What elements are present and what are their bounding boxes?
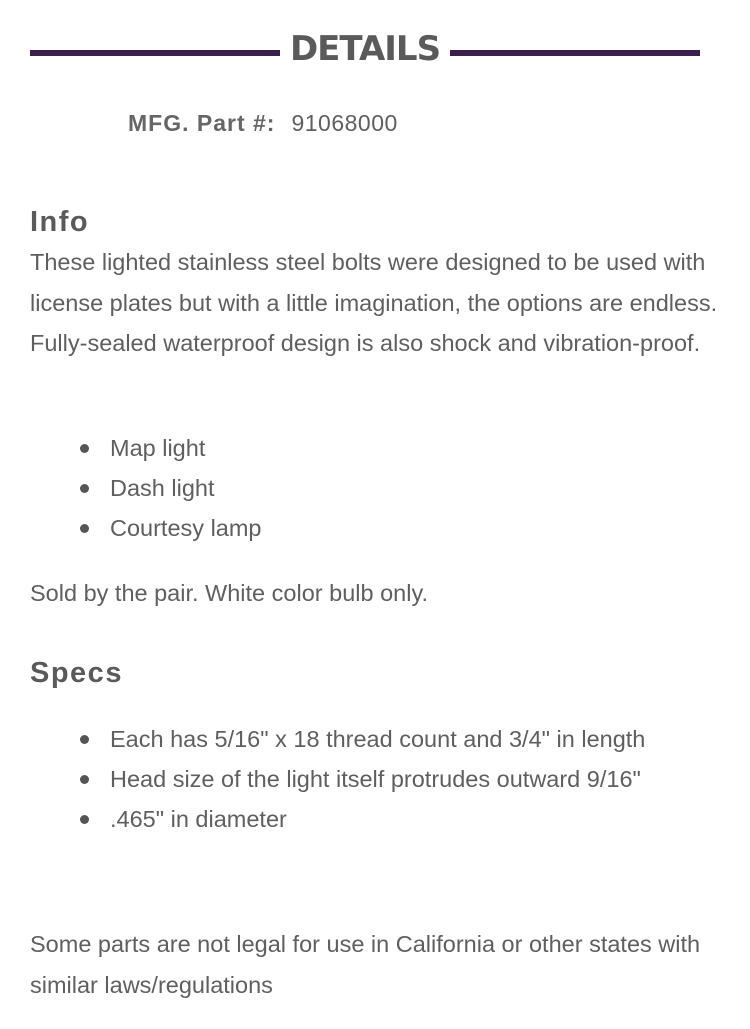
list-item (110, 468, 720, 508)
bullet-icon (80, 484, 89, 493)
legal-disclaimer: Some parts are not legal for use in California or other states with similar laws/regulations (30, 931, 701, 998)
details-header (30, 22, 700, 78)
bullet-icon (80, 735, 89, 744)
info-heading: Info (30, 206, 90, 238)
list-item-text: .465" in diameter (110, 806, 287, 832)
list-item-text: Dash light (110, 475, 215, 501)
specs-list (110, 719, 720, 839)
list-item-text: Courtesy lamp (110, 515, 262, 541)
info-uses-list (110, 428, 720, 548)
mfg-part-value: 91068000 (291, 110, 398, 136)
list-item (110, 799, 720, 839)
list-item (110, 759, 720, 799)
mfg-part-row (128, 108, 398, 138)
mfg-part-label: MFG. Part #: (128, 110, 276, 136)
bullet-icon (80, 815, 89, 824)
list-item (110, 719, 720, 759)
details-title: DETAILS (289, 29, 441, 69)
specs-heading: Specs (30, 657, 123, 689)
list-item-text: Map light (110, 435, 206, 461)
bullet-icon (80, 775, 89, 784)
bullet-icon (80, 444, 89, 453)
info-note: Sold by the pair. White color bulb only. (30, 580, 428, 606)
list-item (110, 508, 720, 548)
info-description: These lighted stainless steel bolts were designed to be used with license plates but with a little imagination, the options are endless. Fully-sealed waterproof design is also shock and vibration-proof. (30, 249, 718, 356)
bullet-icon (80, 524, 89, 533)
list-item-text: Each has 5/16" x 18 thread count and 3/4" in length (110, 726, 646, 752)
header-rule-left (30, 50, 280, 56)
list-item-text: Head size of the light itself protrudes outward 9/16" (110, 766, 641, 792)
list-item (110, 428, 720, 468)
header-rule-right (450, 50, 700, 56)
